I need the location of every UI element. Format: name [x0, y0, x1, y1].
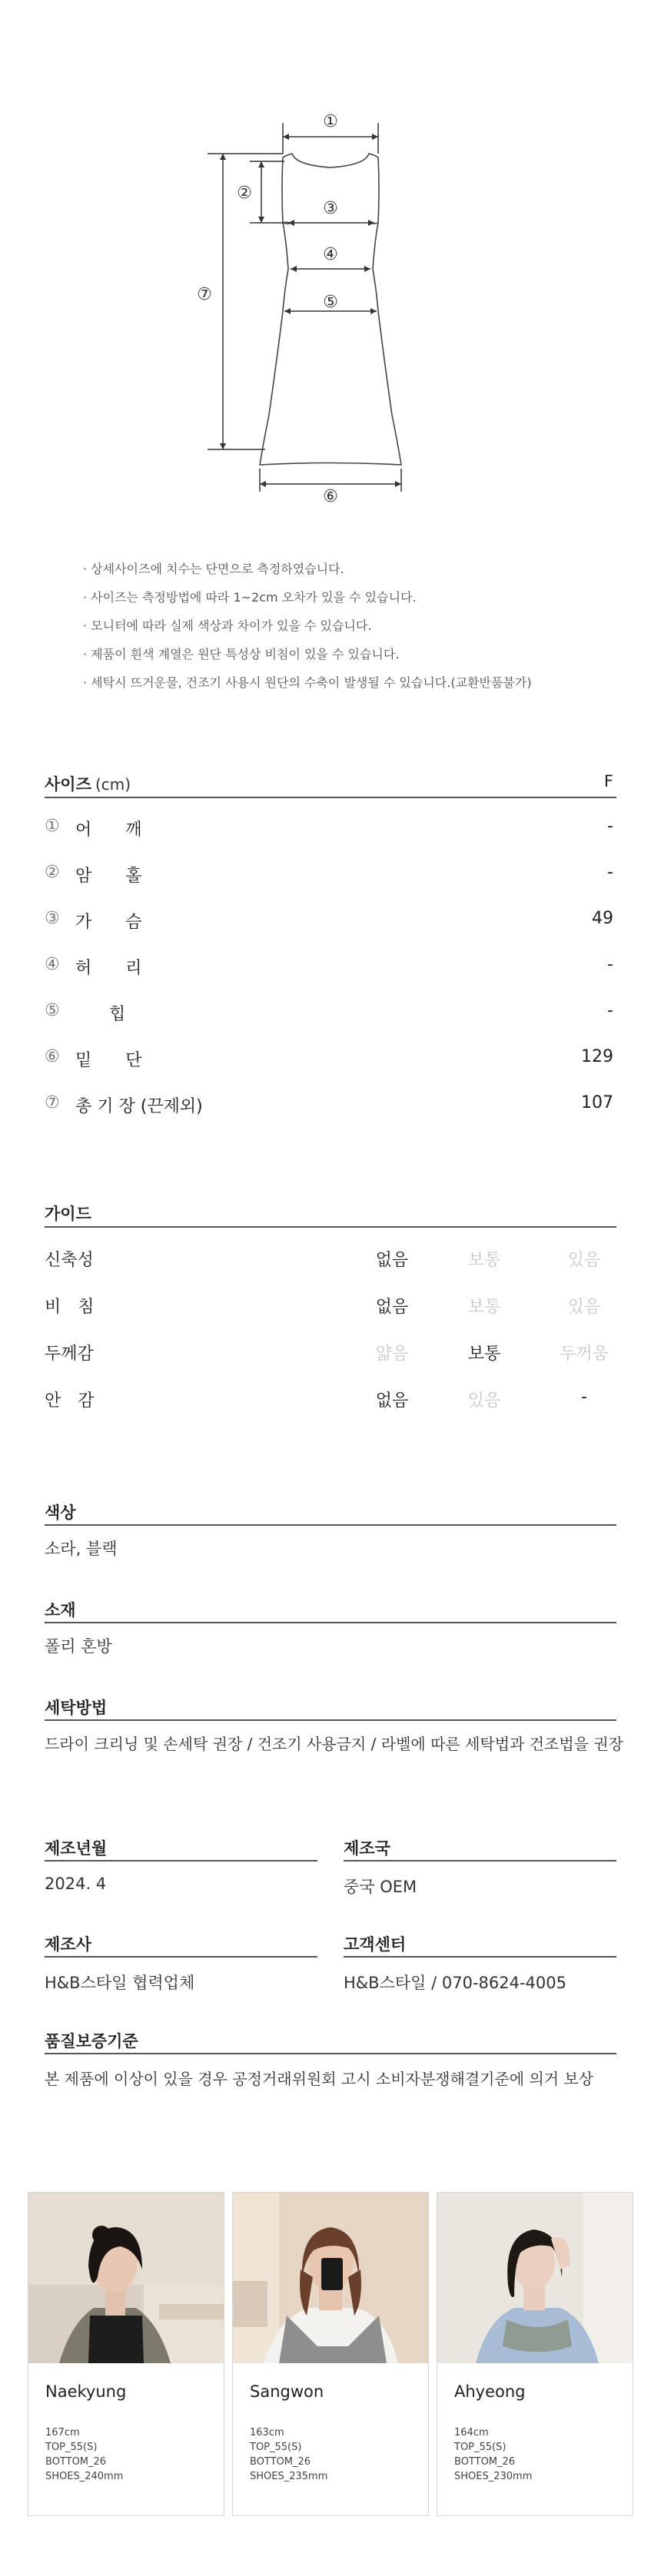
marker-1: ① — [323, 112, 338, 131]
guide-divider — [45, 1226, 616, 1228]
cs-value: H&B스타일 / 070-8624-4005 — [344, 1974, 566, 1992]
model-photo — [437, 2193, 633, 2363]
dress-size-diagram — [0, 0, 661, 507]
model-name: Sangwon — [250, 2382, 324, 2401]
note: · 상세사이즈에 치수는 단면으로 측정하였습니다. — [83, 562, 344, 576]
color-divider — [45, 1524, 616, 1526]
divider — [45, 1860, 317, 1862]
size-column-header: F — [603, 772, 613, 791]
country-label: 제조국 — [344, 1839, 390, 1858]
model-bottom-size: BOTTOM_26 — [45, 2456, 107, 2468]
divider — [45, 2053, 616, 2054]
model-bottom-size: BOTTOM_26 — [454, 2456, 516, 2468]
model-name: Ahyeong — [454, 2382, 526, 2401]
guide-row: 두께감 얇음 보통 두꺼움 — [45, 1344, 609, 1364]
material-title: 소재 — [45, 1601, 76, 1620]
note: · 세탁시 뜨거운물, 건조기 사용시 원단의 수축이 발생될 수 있습니다.(교환반품불가) — [83, 675, 532, 690]
model-height: 164cm — [454, 2427, 489, 2438]
material-value: 폴리 혼방 — [45, 1637, 112, 1656]
guide-row: 신축성 없음 보통 있음 — [45, 1251, 601, 1270]
model-photo — [28, 2193, 224, 2363]
guide-title: 가이드 — [45, 1205, 91, 1223]
washing-value: 드라이 크리닝 및 손세탁 권장 / 건조기 사용금지 / 라벨에 따른 세탁법과 건조법을 권장 — [45, 1735, 624, 1753]
model-shoes-size: SHOES_240mm — [45, 2471, 124, 2482]
model-card — [437, 2192, 633, 2516]
model-shoes-size: SHOES_230mm — [454, 2471, 533, 2482]
size-table-title: 사이즈 (cm) — [45, 775, 131, 794]
model-card — [28, 2192, 224, 2516]
size-table-divider — [45, 797, 616, 798]
marker-2: ② — [237, 184, 252, 203]
guide-row: 안 감 없음 있음 - — [45, 1387, 587, 1411]
size-row: ⑥ 밑 단 129 — [45, 1047, 613, 1070]
model-height: 163cm — [250, 2427, 284, 2438]
model-top-size: TOP_55(S) — [45, 2442, 98, 2453]
color-title: 색상 — [45, 1503, 76, 1522]
quality-label: 품질보증기준 — [45, 2032, 138, 2051]
cs-label: 고객센터 — [344, 1935, 407, 1954]
size-row: ④ 허 리 - — [45, 955, 613, 978]
divider — [45, 1956, 317, 1958]
made-date-label: 제조년월 — [45, 1839, 108, 1858]
country-value: 중국 OEM — [344, 1878, 417, 1896]
guide-row: 비 침 없음 보통 있음 — [45, 1298, 601, 1317]
model-height: 167cm — [45, 2427, 80, 2438]
model-card — [232, 2192, 429, 2516]
model-photo — [233, 2193, 428, 2363]
divider — [344, 1956, 616, 1958]
quality-value: 본 제품에 이상이 있을 경우 공정거래위원회 고시 소비자분쟁해결기준에 의거 보상 — [45, 2070, 594, 2088]
marker-3: ③ — [323, 199, 338, 218]
model-name: Naekyung — [45, 2382, 127, 2401]
note: · 사이즈는 측정방법에 따라 1~2cm 오차가 있을 수 있습니다. — [83, 590, 417, 605]
size-row: ① 어 깨 - — [45, 817, 613, 840]
size-notes — [83, 555, 621, 697]
note: · 제품이 흰색 계열은 원단 특성상 비침이 있을 수 있습니다. — [83, 647, 400, 661]
size-row: ② 암 홀 - — [45, 863, 613, 886]
made-date-value: 2024. 4 — [45, 1875, 107, 1893]
model-top-size: TOP_55(S) — [250, 2442, 302, 2453]
material-divider — [45, 1622, 616, 1623]
marker-6: ⑥ — [323, 487, 338, 506]
color-value: 소라, 블랙 — [45, 1540, 118, 1558]
marker-5: ⑤ — [323, 293, 338, 312]
washing-title: 세탁방법 — [45, 1699, 108, 1717]
maker-label: 제조사 — [45, 1935, 91, 1954]
model-bottom-size: BOTTOM_26 — [250, 2456, 311, 2468]
note: · 모니터에 따라 실제 색상과 차이가 있을 수 있습니다. — [83, 618, 372, 633]
divider — [344, 1860, 616, 1862]
model-shoes-size: SHOES_235mm — [250, 2471, 328, 2482]
size-row: ⑦ 총 기 장 (끈제외) 107 — [45, 1093, 613, 1116]
size-row: ③ 가 슴 49 — [45, 909, 613, 932]
marker-7: ⑦ — [197, 285, 212, 304]
washing-divider — [45, 1719, 616, 1721]
model-top-size: TOP_55(S) — [454, 2442, 507, 2453]
size-row: ⑤ 힙 - — [45, 1001, 613, 1024]
marker-4: ④ — [323, 245, 338, 264]
maker-value: H&B스타일 협력업체 — [45, 1974, 195, 1992]
